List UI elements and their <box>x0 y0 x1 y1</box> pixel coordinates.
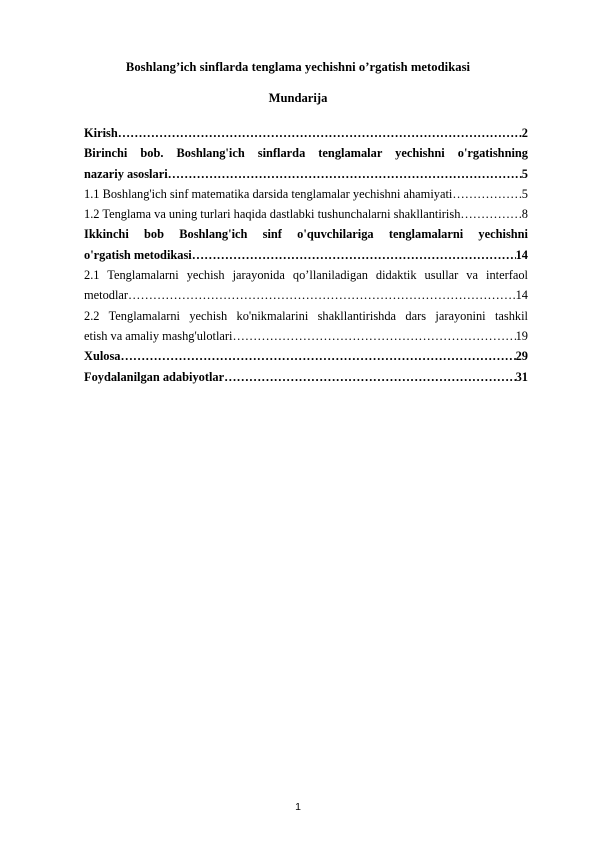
toc-entry-label: Xulosa <box>84 349 121 364</box>
toc-entry-page: 14 <box>515 247 528 262</box>
toc-leader-dots <box>168 164 522 184</box>
toc-entry-conclusion[interactable] <box>84 346 528 366</box>
contents-heading: Mundarija <box>268 91 328 105</box>
toc-leader-dots <box>118 123 522 143</box>
toc-leader-dots <box>452 184 521 204</box>
toc-entry-label: 1.2 Tenglama va uning turlari haqida dastlabki tushunchalarni shakllantirish <box>84 207 461 222</box>
toc-entry-intro[interactable] <box>84 123 528 143</box>
toc-leader-dots <box>224 367 516 387</box>
toc-entry-label-line1: Birinchi bob. Boshlang'ich sinflarda tenglamalar yechishni o'rgatishning <box>84 146 528 161</box>
toc-entry-section1-1[interactable] <box>84 184 528 204</box>
toc-entry-chapter2[interactable] <box>84 224 528 265</box>
toc-entry-label-line2: metodlar <box>84 288 129 303</box>
toc-leader-dots <box>192 245 516 265</box>
toc-entry-label-line1: 2.1 Tenglamalarni yechish jarayonida qo’llaniladigan didaktik usullar va interfaol <box>84 268 528 283</box>
toc-entry-label: 1.1 Boshlang'ich sinf matematika darsida tenglamalar yechishni ahamiyati <box>84 186 453 201</box>
toc-entry-page: 29 <box>515 349 528 364</box>
toc-entry-chapter1[interactable] <box>84 143 528 184</box>
toc-entry-page: 14 <box>515 288 528 303</box>
toc-entry-page: 8 <box>521 207 528 222</box>
toc-entry-label-line2: etish va amaliy mashg'ulotlari <box>84 328 233 343</box>
toc-leader-dots <box>128 285 516 305</box>
toc-entry-references[interactable] <box>84 367 528 387</box>
toc-entry-page: 5 <box>521 186 528 201</box>
toc-entry-page: 5 <box>521 166 528 181</box>
toc-entry-section2-1[interactable] <box>84 265 528 306</box>
toc-leader-dots <box>232 326 515 346</box>
toc-entry-label: Foydalanilgan adabiyotlar <box>84 369 225 384</box>
toc-entry-label-line2: o'rgatish metodikasi <box>84 247 192 262</box>
toc-entry-page: 31 <box>515 369 528 384</box>
toc-entry-label: Kirish <box>84 126 118 140</box>
toc-entry-page: 19 <box>515 328 528 343</box>
document-title: Boshlang’ich sinflarda tenglama yechishni o’rgatish metodikasi <box>125 60 471 74</box>
toc-entry-section2-2[interactable] <box>84 306 528 347</box>
toc-leader-dots <box>121 346 516 366</box>
toc-entry-label-line1: 2.2 Tenglamalarni yechish ko'nikmalarini shakllantirishda dars jarayonini tashkil <box>84 308 528 323</box>
toc-entry-label-line2: nazariy asoslari <box>84 166 168 181</box>
table-of-contents <box>84 123 528 387</box>
toc-entry-section1-2[interactable] <box>84 204 528 224</box>
toc-entry-label-line1: Ikkinchi bob Boshlang'ich sinf o'quvchilariga tenglamalarni yechishni <box>84 227 528 242</box>
toc-entry-page: 2 <box>521 126 528 140</box>
toc-leader-dots <box>460 204 521 224</box>
page-number: 1 <box>295 801 301 813</box>
